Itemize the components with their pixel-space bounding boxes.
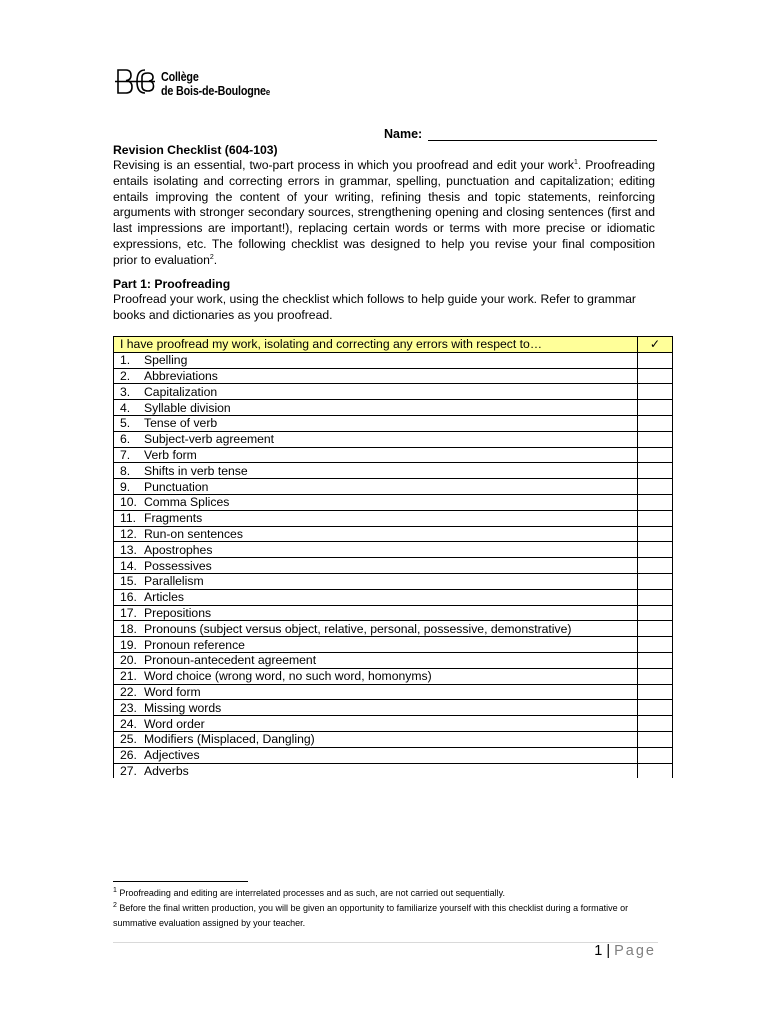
- checklist-item-label: Spelling: [144, 353, 188, 368]
- checklist-item: [114, 589, 638, 605]
- checklist-row: [114, 463, 673, 479]
- footer-rule: [113, 942, 658, 943]
- checklist-row: [114, 352, 673, 368]
- checklist-checkbox[interactable]: [638, 368, 673, 384]
- checklist-checkbox[interactable]: [638, 510, 673, 526]
- checklist-checkbox[interactable]: [638, 621, 673, 637]
- checklist-item: [114, 463, 638, 479]
- checklist-item: [114, 400, 638, 416]
- checklist-row: [114, 589, 673, 605]
- checklist-row: [114, 558, 673, 574]
- checklist-item-number: 15.: [120, 574, 137, 589]
- checklist-item: [114, 526, 638, 542]
- checklist-item-label: Word order: [144, 716, 205, 731]
- checklist-item: [114, 479, 638, 495]
- checklist-item-label: Subject-verb agreement: [144, 432, 275, 447]
- checklist-row: [114, 621, 673, 637]
- checklist-item-number: 18.: [120, 621, 137, 636]
- checklist-checkbox[interactable]: [638, 668, 673, 684]
- checklist-item-number: 8.: [120, 463, 131, 478]
- checklist-checkbox[interactable]: [638, 431, 673, 447]
- checklist-item-number: 27.: [120, 763, 137, 778]
- checklist-header-text: I have proofread my work, isolating and correcting any errors with respect to…: [114, 337, 638, 353]
- checklist-row: [114, 479, 673, 495]
- checklist-item: [114, 731, 638, 747]
- checklist-row: [114, 431, 673, 447]
- checklist-row: [114, 637, 673, 653]
- checklist-checkbox[interactable]: [638, 605, 673, 621]
- page-number-footer: [594, 943, 656, 959]
- checklist-item-number: 2.: [120, 368, 131, 383]
- checklist-checkbox[interactable]: [638, 716, 673, 732]
- checklist-item: [114, 763, 638, 778]
- checklist-item: [114, 415, 638, 431]
- checklist-row: [114, 668, 673, 684]
- checklist-row: [114, 447, 673, 463]
- checklist-item-label: Tense of verb: [144, 416, 218, 431]
- checklist-row: [114, 400, 673, 416]
- checklist-row: [114, 716, 673, 732]
- name-label: Name:: [384, 127, 423, 141]
- checklist-item-label: Modifiers (Misplaced, Dangling): [144, 732, 315, 747]
- checklist-row: [114, 384, 673, 400]
- checklist-item: [114, 510, 638, 526]
- checklist-item-number: 22.: [120, 684, 137, 699]
- checklist-checkbox[interactable]: [638, 684, 673, 700]
- footnote-1: $^1$ Proofreading and editing are interrelated processes and as such, are not carried out sequentially.: [113, 887, 505, 898]
- checklist-checkbox[interactable]: [638, 573, 673, 589]
- checklist-checkbox[interactable]: [638, 589, 673, 605]
- checklist-row: [114, 605, 673, 621]
- checklist-item: [114, 431, 638, 447]
- checklist-item-number: 16.: [120, 590, 137, 605]
- checklist-checkbox[interactable]: [638, 463, 673, 479]
- logo-suffix: e: [265, 86, 270, 97]
- page-separator: |: [602, 943, 615, 959]
- checklist-item-number: 10.: [120, 495, 137, 510]
- checklist-row: [114, 763, 673, 778]
- page-number: 1: [594, 943, 603, 959]
- checklist-item-label: Articles: [144, 590, 184, 605]
- checklist-item: [114, 716, 638, 732]
- name-field: [384, 127, 658, 143]
- checklist-item-number: 23.: [120, 700, 137, 715]
- checklist-checkbox[interactable]: [638, 542, 673, 558]
- checklist-item: [114, 605, 638, 621]
- name-blank-line[interactable]: [428, 140, 657, 141]
- checklist-item-label: Pronouns (subject versus object, relative, personal, possessive, demonstrative): [144, 621, 572, 636]
- checklist-item-label: Comma Splices: [144, 495, 230, 510]
- checklist-item: [114, 447, 638, 463]
- checklist-item-number: 5.: [120, 416, 131, 431]
- checklist-item-label: Adverbs: [144, 763, 189, 778]
- checklist-item-label: Parallelism: [144, 574, 204, 589]
- checklist-row: [114, 542, 673, 558]
- checklist-item: [114, 542, 638, 558]
- checklist-item-number: 14.: [120, 558, 137, 573]
- checkmark-icon: ✓: [638, 337, 673, 353]
- checklist-item-number: 25.: [120, 732, 137, 747]
- checklist-item-number: 3.: [120, 384, 131, 399]
- checklist-checkbox[interactable]: [638, 526, 673, 542]
- checklist-item-label: Verb form: [144, 447, 197, 462]
- page-word: Page: [614, 943, 656, 959]
- checklist-item: [114, 637, 638, 653]
- checklist-item-label: Possessives: [144, 558, 212, 573]
- checklist-item: [114, 747, 638, 763]
- footnote-2: $^2$ Before the final written production, you will be given an opportunity to familiarize yourself with this checklist during a formative or summative evaluation assigned by your teacher.: [113, 902, 629, 928]
- checklist-row: [114, 368, 673, 384]
- checklist-item: [114, 652, 638, 668]
- checklist-item-label: Fragments: [144, 511, 203, 526]
- checklist-item: [114, 621, 638, 637]
- checklist-item-label: Punctuation: [144, 479, 209, 494]
- checklist-item: [114, 668, 638, 684]
- checklist-item-number: 1.: [120, 353, 131, 368]
- checklist-checkbox[interactable]: [638, 763, 673, 778]
- checklist-checkbox[interactable]: [638, 652, 673, 668]
- proofreading-checklist-table: [113, 336, 673, 778]
- checklist-item-label: Shifts in verb tense: [144, 463, 248, 478]
- checklist-row: [114, 573, 673, 589]
- checklist-item: [114, 368, 638, 384]
- checklist-item-number: 7.: [120, 447, 131, 462]
- checklist-row: [114, 494, 673, 510]
- part1-title: Part 1: Proofreading: [113, 277, 231, 291]
- checklist-row: [114, 700, 673, 716]
- logo-text: [161, 70, 270, 99]
- intro-paragraph: Revising is an essential, two-part process in which you proofread and edit your work$^1$. Proofreading entails isolating and correcting errors in grammar, spelling, punctuation and capitalization; editing entails improving the content of your writing, refining thesis and topic statements, reinforcing arguments with stronger secondary sources, strengthening opening and closing sentences (first and last impressions are important!), replacing certain words or terms with more precise or idiomatic expressions, etc. The following checklist was designed to help you revise your final composition prior to evaluation$^2$.: [113, 158, 655, 267]
- checklist-row: [114, 526, 673, 542]
- checklist-item-number: 20.: [120, 653, 137, 668]
- checklist-item-number: 11.: [120, 511, 137, 526]
- checklist-item-number: 4.: [120, 400, 131, 415]
- footnote-ref-2: 2: [209, 253, 214, 261]
- checklist-checkbox[interactable]: [638, 479, 673, 495]
- checklist-item-label: Pronoun reference: [144, 637, 245, 652]
- checklist-checkbox[interactable]: [638, 494, 673, 510]
- checklist-header-row: [114, 337, 673, 353]
- checklist-item-label: Word choice (wrong word, no such word, homonyms): [144, 669, 432, 684]
- checklist-item-label: Prepositions: [144, 605, 212, 620]
- checklist-item: [114, 494, 638, 510]
- checklist-item-number: 24.: [120, 716, 137, 731]
- checklist-checkbox[interactable]: [638, 558, 673, 574]
- checklist-checkbox[interactable]: [638, 731, 673, 747]
- college-logo: [115, 66, 288, 102]
- checklist-checkbox[interactable]: [638, 384, 673, 400]
- checklist-checkbox[interactable]: [638, 447, 673, 463]
- checklist-item-label: Abbreviations: [144, 368, 218, 383]
- checklist-item-number: 12.: [120, 526, 137, 541]
- checklist-checkbox[interactable]: [638, 700, 673, 716]
- checklist-item-number: 13.: [120, 542, 137, 557]
- checklist-checkbox[interactable]: [638, 747, 673, 763]
- checklist-item-number: 19.: [120, 637, 137, 652]
- checklist-item: [114, 700, 638, 716]
- checklist-item: [114, 558, 638, 574]
- checklist-item: [114, 684, 638, 700]
- checklist-item-label: Adjectives: [144, 748, 200, 763]
- checklist-row: [114, 510, 673, 526]
- checklist-item-number: 6.: [120, 432, 131, 447]
- footnote-separator: [113, 881, 248, 882]
- checklist-item-label: Missing words: [144, 700, 222, 715]
- checklist-row: [114, 747, 673, 763]
- checklist-row: [114, 684, 673, 700]
- checklist-item-number: 21.: [120, 669, 137, 684]
- checklist-item-number: 17.: [120, 605, 137, 620]
- footnote-ref-1: 1: [573, 158, 578, 166]
- logo-line2: de Bois-de-Boulognee: [161, 83, 270, 98]
- checklist-checkbox[interactable]: [638, 637, 673, 653]
- checklist-row: [114, 731, 673, 747]
- checklist-item: [114, 573, 638, 589]
- checklist-item-label: Word form: [144, 684, 201, 699]
- checklist-item-number: 9.: [120, 479, 131, 494]
- checklist-item-label: Capitalization: [144, 384, 218, 399]
- checklist-row: [114, 415, 673, 431]
- part1-intro: Proofread your work, using the checklist which follows to help guide your work. Refer to grammar books and dictionaries as you proofread.: [113, 292, 636, 322]
- checklist-item-number: 26.: [120, 748, 137, 763]
- checklist-checkbox[interactable]: [638, 352, 673, 368]
- document-title: Revision Checklist (604-103): [113, 143, 278, 157]
- checklist-item: [114, 384, 638, 400]
- college-logo-icon: [115, 67, 155, 101]
- checklist-row: [114, 652, 673, 668]
- checklist-item-label: Pronoun-antecedent agreement: [144, 653, 317, 668]
- checklist-item-label: Apostrophes: [144, 542, 213, 557]
- checklist-checkbox[interactable]: [638, 415, 673, 431]
- logo-line1: Collège: [161, 69, 199, 84]
- checklist-checkbox[interactable]: [638, 400, 673, 416]
- checklist-item-label: Run-on sentences: [144, 526, 243, 541]
- checklist-item-label: Syllable division: [144, 400, 231, 415]
- checklist-item: [114, 352, 638, 368]
